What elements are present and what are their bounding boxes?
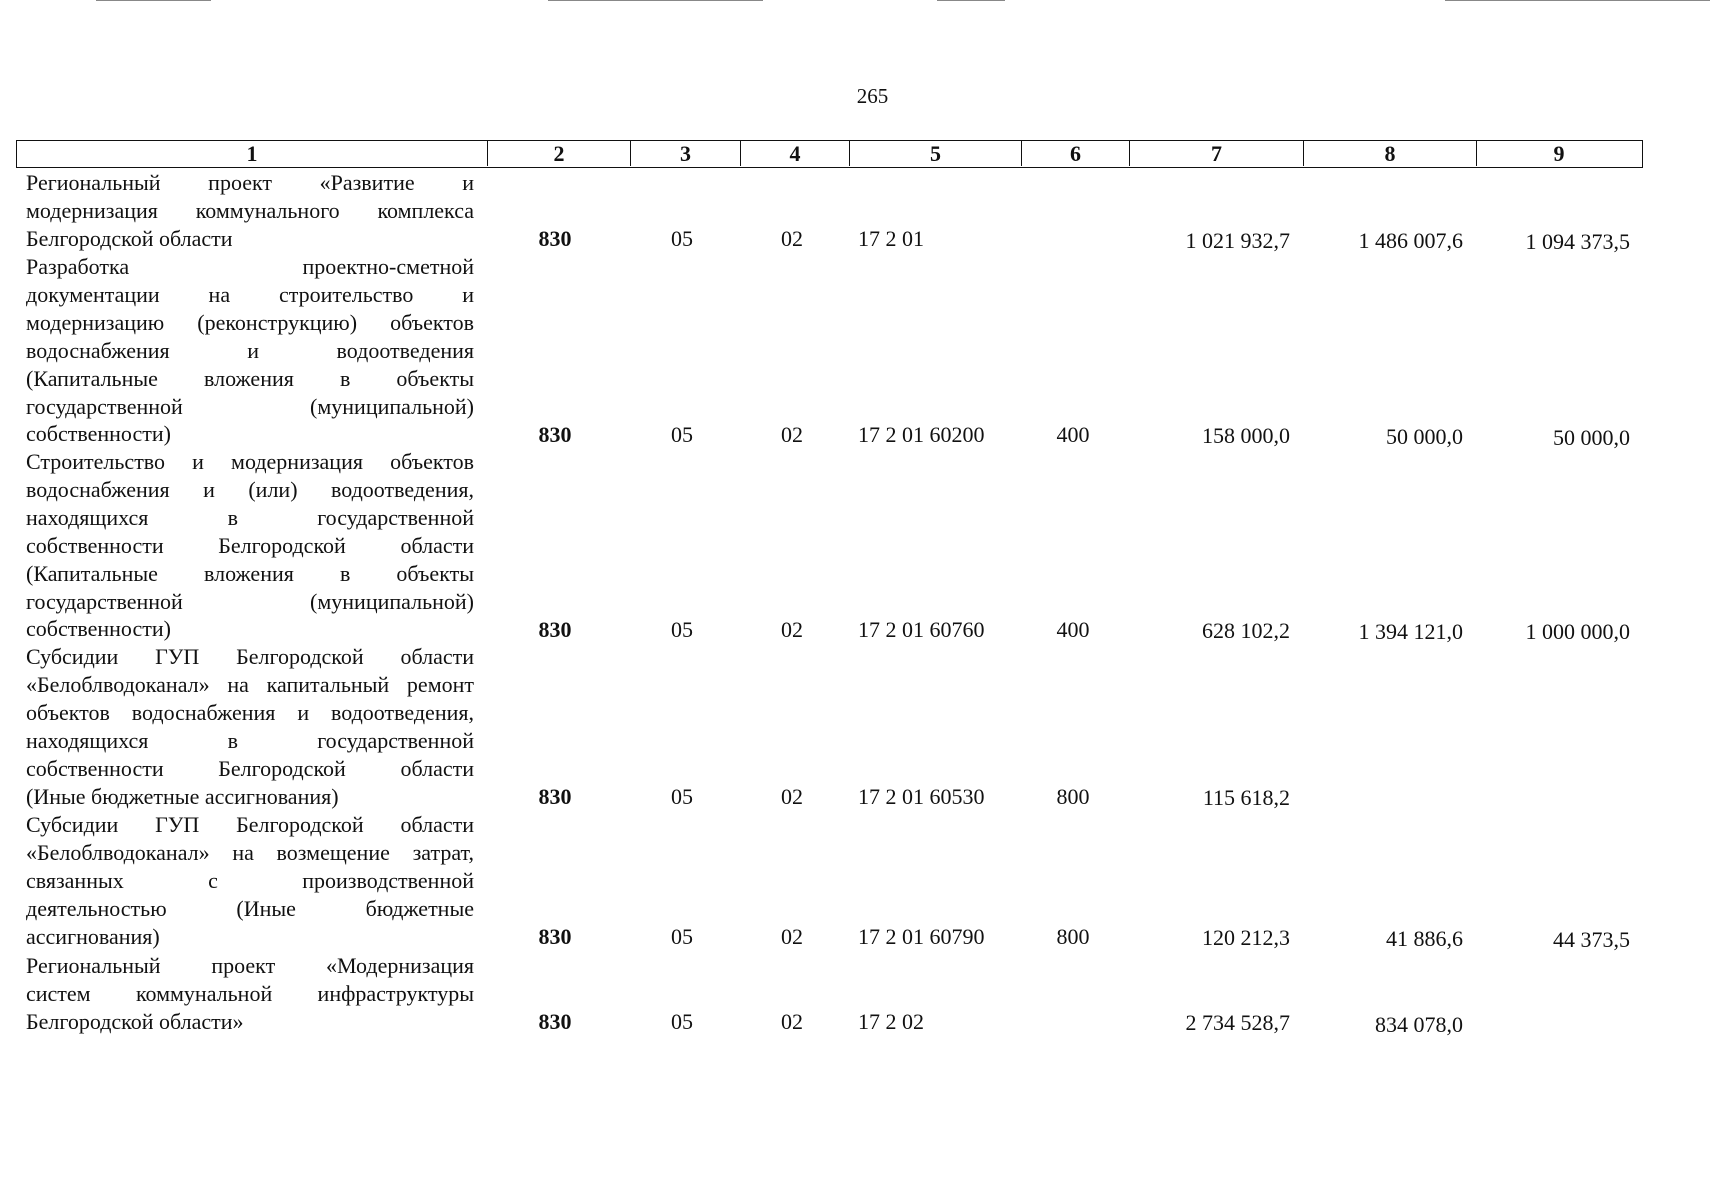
description-line: (Иные бюджетные ассигнования) [26,783,339,809]
description-line: Региональный проект «Модернизация [26,953,474,978]
description-line: собственности Белгородской области [26,755,474,781]
cell-amount-year1: 115 618,2 [1202,785,1290,810]
scan-edge-mark [96,0,211,1]
description-line: деятельностью (Иные бюджетные [26,895,474,921]
cell-amount-year1: 120 212,3 [1202,925,1290,950]
description-line: «Белоблводоканал» на капитальный ремонт [26,671,474,697]
cell-amount-year3: 50 000,0 [1553,425,1630,450]
cell-ministry-code: 830 [538,924,572,949]
cell-amount-year2: 1 394 121,0 [1358,619,1463,644]
description-line: объектов водоснабжения и водоотведения, [26,699,474,725]
cell-target-article: 17 2 02 [858,1009,924,1034]
table-header-row [16,140,1643,168]
description-line: «Белоблводоканал» на возмещение затрат, [26,839,474,865]
cell-amount-year2: 834 078,0 [1375,1012,1463,1037]
header-cell-3: 3 [630,141,740,166]
cell-expense-type: 800 [1056,784,1090,809]
header-cell-4: 4 [740,141,849,166]
row-description [26,253,474,448]
row-description [26,643,474,810]
header-cell-7: 7 [1129,141,1303,166]
cell-subsection: 02 [781,784,803,809]
description-line: Субсидии ГУП Белгородской области [26,644,474,669]
page-number: 265 [856,84,889,108]
cell-amount-year3: 44 373,5 [1553,927,1630,952]
cell-ministry-code: 830 [538,226,572,251]
description-line: Разработка проектно-сметной [26,254,474,279]
description-line: водоснабжения и (или) водоотведения, [26,476,474,502]
header-cell-9: 9 [1476,141,1641,166]
cell-amount-year2: 41 886,6 [1386,926,1463,951]
cell-ministry-code: 830 [538,1009,572,1034]
cell-ministry-code: 830 [538,784,572,809]
cell-amount-year1: 1 021 932,7 [1185,228,1290,253]
cell-amount-year1: 158 000,0 [1202,423,1290,448]
cell-subsection: 02 [781,924,803,949]
cell-amount-year3: 1 094 373,5 [1525,229,1630,254]
cell-target-article: 17 2 01 60530 [858,784,985,809]
description-line: находящихся в государственной [26,504,474,530]
header-cell-8: 8 [1303,141,1476,166]
description-line: Белгородской области [26,225,233,251]
cell-section: 05 [671,226,693,251]
cell-section: 05 [671,422,693,447]
cell-expense-type: 400 [1056,617,1090,642]
description-line: документации на строительство и [26,281,474,307]
cell-amount-year2: 50 000,0 [1386,424,1463,449]
row-description [26,952,474,1036]
header-cell-6: 6 [1021,141,1129,166]
description-line: (Капитальные вложения в объекты [26,560,474,586]
description-line: собственности) [26,421,171,447]
cell-expense-type: 800 [1056,924,1090,949]
cell-amount-year3: 1 000 000,0 [1525,619,1630,644]
scan-edge-mark [548,0,763,1]
description-line: модернизация коммунального комплекса [26,197,474,223]
description-line: Субсидии ГУП Белгородской области [26,812,474,837]
cell-section: 05 [671,1009,693,1034]
cell-target-article: 17 2 01 60200 [858,422,985,447]
row-description [26,169,474,253]
cell-subsection: 02 [781,226,803,251]
description-line: (Капитальные вложения в объекты [26,365,474,391]
header-cell-2: 2 [487,141,630,166]
header-cell-1: 1 [246,141,258,166]
description-line: систем коммунальной инфраструктуры [26,980,474,1006]
description-line: модернизацию (реконструкцию) объектов [26,309,474,335]
cell-expense-type: 400 [1056,422,1090,447]
cell-section: 05 [671,617,693,642]
description-line: собственности) [26,616,171,642]
cell-ministry-code: 830 [538,617,572,642]
cell-section: 05 [671,924,693,949]
description-line: находящихся в государственной [26,727,474,753]
cell-subsection: 02 [781,617,803,642]
cell-subsection: 02 [781,1009,803,1034]
header-cell-5: 5 [849,141,1021,166]
description-line: Региональный проект «Развитие и [26,170,474,195]
cell-amount-year1: 628 102,2 [1202,618,1290,643]
cell-target-article: 17 2 01 60790 [858,924,985,949]
cell-amount-year1: 2 734 528,7 [1185,1010,1290,1035]
description-line: связанных с производственной [26,867,474,893]
description-line: собственности Белгородской области [26,532,474,558]
description-line: государственной (муниципальной) [26,588,474,614]
description-line: Белгородской области» [26,1008,244,1034]
scan-edge-mark [937,0,1005,1]
cell-ministry-code: 830 [538,422,572,447]
cell-amount-year2: 1 486 007,6 [1358,228,1463,253]
row-description [26,811,474,951]
cell-target-article: 17 2 01 [858,226,924,251]
scan-edge-mark [1445,0,1710,1]
description-line: государственной (муниципальной) [26,393,474,419]
description-line: водоснабжения и водоотведения [26,337,474,363]
cell-section: 05 [671,784,693,809]
cell-subsection: 02 [781,422,803,447]
cell-target-article: 17 2 01 60760 [858,617,985,642]
description-line: Строительство и модернизация объектов [26,449,474,474]
row-description [26,448,474,643]
description-line: ассигнования) [26,923,160,949]
